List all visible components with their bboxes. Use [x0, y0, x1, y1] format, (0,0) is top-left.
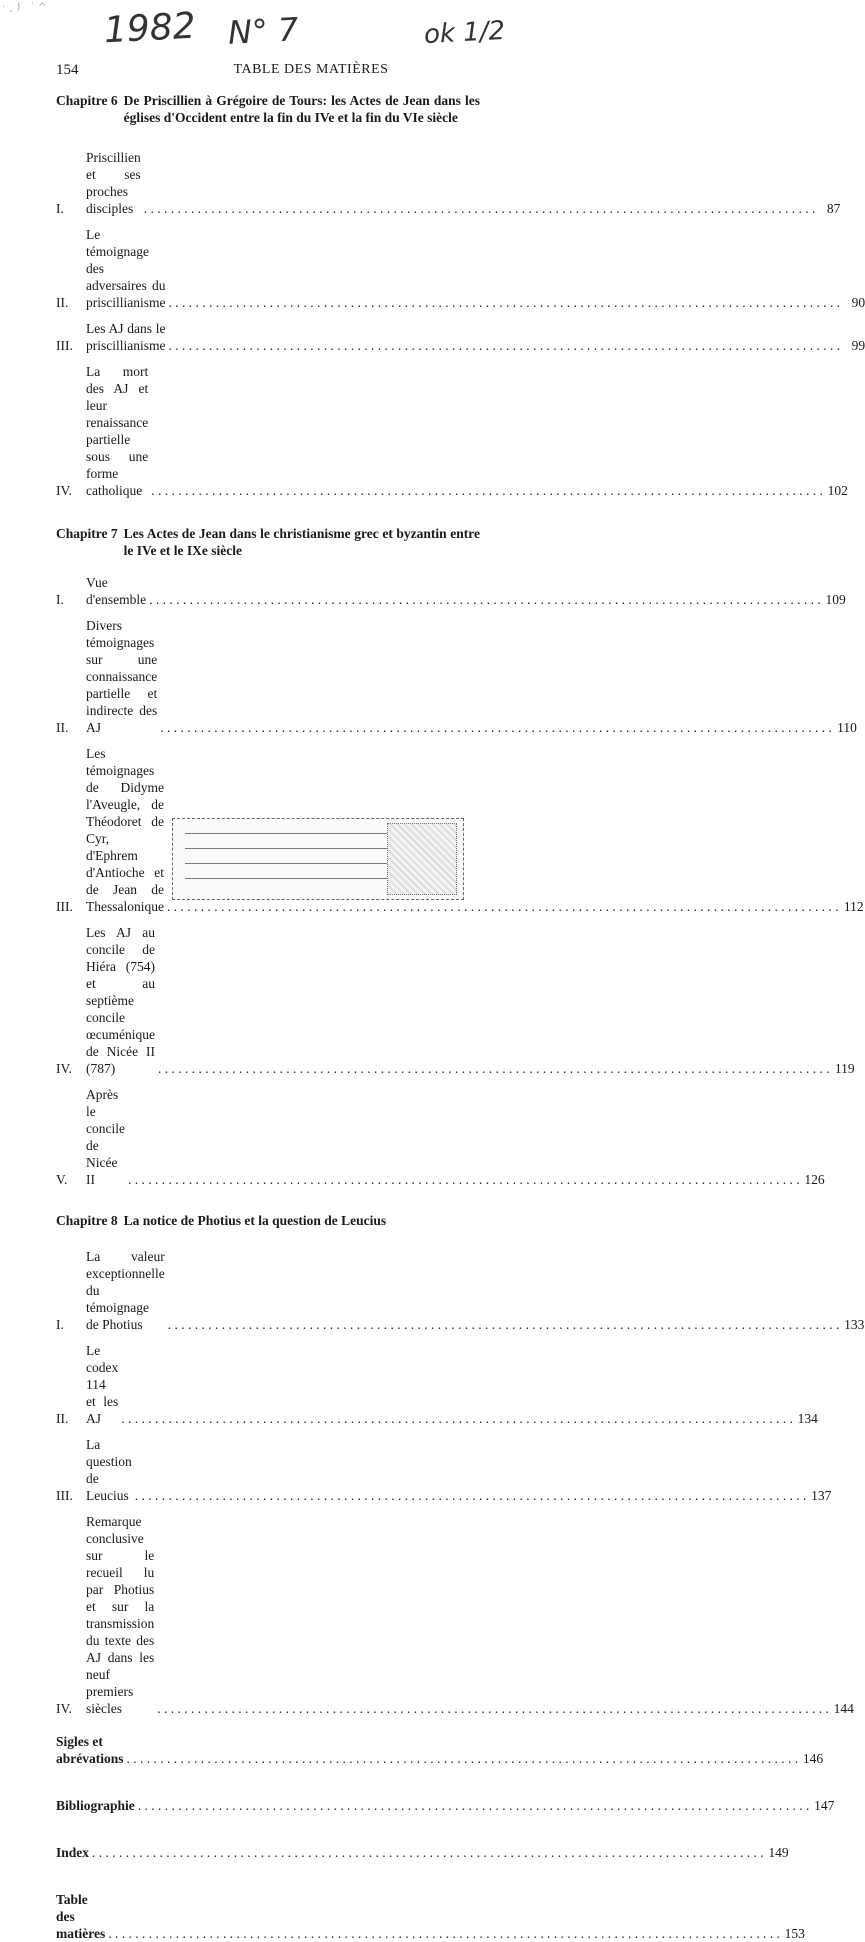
entry-page: 109	[825, 592, 846, 607]
toc-entry[interactable]	[56, 363, 848, 499]
entry-title: Après le concile de Nicée II	[86, 1087, 125, 1187]
section-title: Index	[56, 1845, 90, 1860]
entry-number: II.	[56, 295, 69, 310]
section-page: 146	[802, 1751, 824, 1766]
entry-number: II.	[56, 720, 69, 735]
entry-page: 87	[826, 201, 841, 216]
toc-entry[interactable]	[56, 320, 865, 354]
entry-title: Les AJ au concile de Hiéra (754) et au septième concile œcuménique de Nicée II (787)	[86, 925, 155, 1076]
toc-entry[interactable]	[56, 1342, 818, 1427]
running-title: TABLE DES MATIÈRES	[233, 62, 389, 77]
toc-entry[interactable]	[56, 924, 855, 1077]
entry-title: La question de Leucius	[86, 1437, 132, 1503]
page-header	[56, 62, 476, 79]
entry-page: 102	[827, 483, 848, 498]
section-page: 149	[768, 1845, 789, 1860]
entry-number: V.	[56, 1172, 68, 1187]
entry-title: Divers témoignages sur une connaissance partielle et indirecte des AJ	[86, 618, 158, 735]
chapter-title: Les Actes de Jean dans le christianisme grec et byzantin entre le IVe et le IXe siècle	[123, 526, 480, 558]
entry-title: Les témoignages de Didyme l'Aveugle, de Théodoret de Cyr, d'Ephrem d'Antioche et de Jean de Thessalonique	[86, 746, 164, 914]
entry-page: 126	[804, 1172, 825, 1187]
section-page: 147	[814, 1798, 835, 1813]
table-of-contents	[56, 92, 865, 1942]
toc-entry[interactable]	[56, 574, 846, 608]
page-number: 154	[56, 62, 79, 78]
chapter-title: La notice de Photius et la question de Leucius	[123, 1213, 387, 1228]
entry-title: La valeur exceptionnelle du témoignage de Photius	[86, 1249, 165, 1332]
entry-page: 110	[837, 720, 857, 735]
entry-number: I.	[56, 201, 64, 216]
entry-title: Le codex 114 et les AJ	[86, 1343, 119, 1426]
toc-entry[interactable]	[56, 1436, 832, 1504]
section-title: Sigles et abrévations	[56, 1734, 124, 1766]
entry-page: 134	[797, 1411, 818, 1426]
entry-page: 144	[833, 1701, 854, 1716]
toc-entry[interactable]	[56, 1248, 865, 1333]
chapter-heading	[56, 525, 480, 559]
entry-title: La mort des AJ et leur renaissance partielle sous une forme catholique	[86, 364, 149, 498]
handwritten-number: N° 7	[227, 10, 300, 52]
entry-title: Priscillien et ses proches disciples	[86, 150, 141, 216]
chapter-label: Chapitre 8	[56, 1213, 118, 1228]
entry-page: 90	[851, 295, 865, 310]
entry-number: IV.	[56, 1701, 72, 1716]
toc-section-bibliographie[interactable]	[56, 1797, 835, 1814]
entry-page: 133	[844, 1317, 865, 1332]
entry-number: III.	[56, 1488, 73, 1503]
entry-number: II.	[56, 1411, 69, 1426]
chapter-heading	[56, 1212, 480, 1229]
section-page: 153	[784, 1926, 805, 1941]
entry-title: Les AJ dans le priscillianisme	[86, 321, 166, 353]
handwritten-year: 1982	[102, 5, 197, 52]
entry-number: IV.	[56, 483, 72, 498]
library-stamp	[172, 818, 464, 900]
entry-number: I.	[56, 592, 64, 607]
entry-page: 112	[843, 899, 864, 914]
entry-page: 119	[834, 1061, 855, 1076]
entry-title: Le témoignage des adversaires du priscillianisme	[86, 227, 166, 310]
entry-number: III.	[56, 338, 73, 353]
handwritten-note: ok 1/2	[423, 15, 506, 51]
chapter-title: De Priscillien à Grégoire de Tours: les Actes de Jean dans les églises d'Occident entre la fin du IVe et la fin du VIe siècle	[123, 93, 480, 125]
entry-number: III.	[56, 899, 73, 914]
toc-entry[interactable]	[56, 617, 857, 736]
entry-number: I.	[56, 1317, 64, 1332]
toc-entry[interactable]	[56, 1513, 854, 1717]
toc-entry[interactable]	[56, 1086, 825, 1188]
entry-number: IV.	[56, 1061, 72, 1076]
chapter-label: Chapitre 6	[56, 93, 118, 108]
entry-page: 137	[811, 1488, 832, 1503]
entry-title: Vue d'ensemble	[86, 575, 147, 607]
entry-title: Remarque conclusive sur le recueil lu par Photius et sur la transmission du texte des AJ dans les neuf premiers siècles	[86, 1514, 155, 1716]
toc-section-index[interactable]	[56, 1844, 789, 1861]
toc-entry[interactable]	[56, 149, 841, 217]
section-title: Bibliographie	[56, 1798, 135, 1813]
toc-entry[interactable]	[56, 226, 865, 311]
section-title: Table des matières	[56, 1892, 106, 1941]
seal-icon	[387, 823, 457, 895]
entry-page: 99	[851, 338, 865, 353]
toc-section-sigles[interactable]	[56, 1733, 824, 1767]
margin-scribble: · ¸ ) ˙ ^	[2, 2, 47, 13]
toc-section-table[interactable]	[56, 1891, 805, 1942]
chapter-label: Chapitre 7	[56, 526, 118, 541]
chapter-heading	[56, 92, 480, 126]
